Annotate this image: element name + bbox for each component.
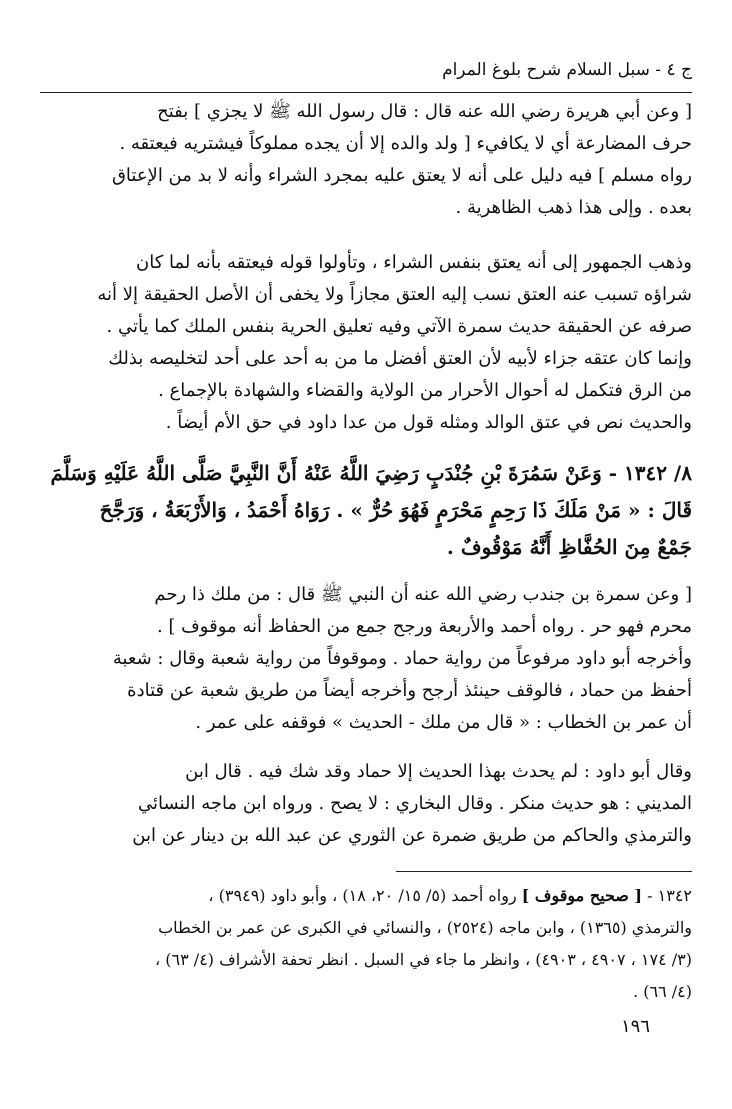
- text-line: أحفظ من حماد ، فالوقف حينئذ أرجح وأخرجه أيضاً من طريق شعبة عن قتادة: [127, 680, 692, 701]
- footnote-grade: [ صحيح موقوف ]: [521, 886, 643, 905]
- hadith-line: جَمْعٌ مِنَ الحُفَّاظِ أَنَّهُ مَوْقُوفٌ .: [446, 535, 692, 559]
- page-number: ١٩٦: [620, 1016, 650, 1037]
- commentary-block-1: [38, 96, 692, 224]
- text-line: صرفه عن الحقيقة حديث سمرة الآتي وفيه تعليق الحرية بنفس الملك كما يأتي .: [106, 316, 692, 337]
- commentary-block-3: [38, 579, 692, 739]
- header-divider: [40, 92, 692, 93]
- text-line: حرف المضارعة أي لا يكافيء [ ولد والده إلا أن يجده مملوكاً فيشتريه فيعتقه .: [119, 133, 692, 154]
- commentary-block-2: [38, 247, 692, 439]
- footnote-number: ١٣٤٢ -: [647, 886, 692, 905]
- text-line: أن عمر بن الخطاب : « قال من ملك - الحديث » فوقفه على عمر .: [195, 712, 692, 733]
- text-line: شراؤه تسبب عنه العتق نسب إليه العتق مجازاً ولا يخفى أن الأصل الحقيقة إلا أنه: [97, 284, 692, 305]
- footnote-text: رواه أحمد (٥/ ١٥/ ٢٠، ١٨) ، وأبو داود (٣٩٤٩) ،: [208, 886, 517, 905]
- text-line: المديني : هو حديث منكر . وقال البخاري : لا يصح . ورواه ابن ماجه النسائي: [138, 793, 692, 814]
- text-line: وقال أبو داود : لم يحدث بهذا الحديث إلا حماد وقد شك فيه . قال ابن: [185, 761, 692, 782]
- footnote-divider: [396, 871, 692, 872]
- text-line: بعده . وإلى هذا ذهب الظاهرية .: [455, 197, 692, 218]
- text-line: والحديث نص في عتق الوالد ومثله قول من عدا داود في حق الأم أيضاً .: [165, 412, 692, 433]
- commentary-block-4: [38, 756, 692, 852]
- footnotes: [38, 880, 692, 1008]
- hadith-text: [38, 455, 692, 566]
- text-line: من الرق فتكمل له أحوال الأحرار من الولاية والقضاء والشهادة بالإجماع .: [158, 380, 692, 401]
- footnote-line: والترمذي (١٣٦٥) ، وابن ماجه (٢٥٢٤) ، والنسائي في الكبرى عن عمر بن الخطاب: [158, 918, 692, 937]
- text-line: وأخرجه أبو داود مرفوعاً من رواية حماد . وموقوفاً من رواية شعبة وقال : شعبة: [112, 648, 692, 669]
- hadith-line: ٨/ ١٣٤٢ - وَعَنْ سَمُرَةَ بْنِ جُنْدَبٍ رَضِيَ اللَّهُ عَنْهُ أَنَّ النَّبِيَّ صَلَّى اللَّهُ عَلَيْهِ وَسَلَّمَ: [50, 461, 692, 485]
- text-line: [ وعن سمرة بن جندب رضي الله عنه أن النبي ﷺ قال : من ملك ذا رحم: [154, 584, 692, 605]
- text-line: وإنما كان عتقه جزاء لأبيه لأن العتق أفضل ما من به أحد على أحد لتخليصه بذلك: [108, 348, 692, 369]
- footnote-line: [38, 880, 692, 912]
- footnote-line: (٤/ ٦٦) .: [633, 982, 692, 1001]
- footnote-line: (٣/ ١٧٤ ، ٤٩٠٧ ، ٤٩٠٣) ، وانظر ما جاء في السبل . انظر تحفة الأشراف (٤/ ٦٣) ،: [155, 950, 692, 969]
- text-line: وذهب الجمهور إلى أنه يعتق بنفس الشراء ، وتأولوا قوله فيعتقه بأنه لما كان: [136, 252, 692, 273]
- running-header: ج ٤ - سبل السلام شرح بلوغ المرام: [442, 60, 692, 80]
- hadith-line: قَالَ : « مَنْ مَلَكَ ذَا رَحِمٍ مَحْرَمٍ فَهُوَ حُرٌّ » . رَوَاهُ أَحْمَدُ ، وَالأَرْبَعَةُ ، وَرَجَّحَ: [99, 498, 692, 522]
- text-line: محرم فهو حر . رواه أحمد والأربعة ورجح جمع من الحفاظ أنه موقوف ] .: [156, 616, 692, 637]
- text-line: رواه مسلم ] فيه دليل على أنه لا يعتق عليه بمجرد الشراء وأنه لا بد من الإعتاق: [111, 165, 692, 186]
- text-line: والترمذي والحاكم من طريق ضمرة عن الثوري عن عبد الله بن دينار عن ابن: [132, 825, 692, 846]
- text-line: [ وعن أبي هريرة رضي الله عنه قال : قال رسول الله ﷺ لا يجزي ] بفتح: [157, 101, 692, 122]
